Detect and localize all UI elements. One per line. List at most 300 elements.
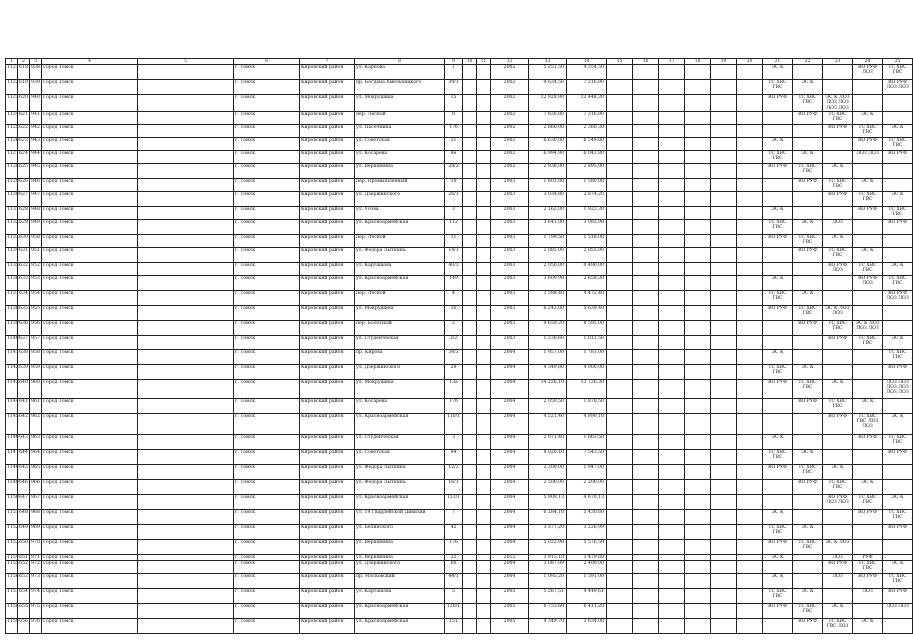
cell-v2: 7 543,50 [567,449,607,464]
empty-cell [685,379,711,398]
cell-a: 636 [18,320,30,335]
empty-cell [737,234,763,247]
cell-c25 [883,163,913,178]
cell-a: 623 [18,137,30,150]
cell-district: Кировский район [300,589,355,604]
empty-cell [463,449,477,464]
empty-cell [463,619,477,634]
cell-c23: ЭС К ЛОЗ ЛОЗ [823,305,853,320]
cell-c22 [793,494,823,509]
empty-cell [463,178,477,191]
cell-n: 1128 [6,163,18,178]
cell-c21 [763,398,793,413]
cell-c21: ВО РУФ [763,95,793,112]
cell-district: Кировский район [300,191,355,206]
cell-v1: 5 251,50 [529,65,567,80]
cell-c22 [793,65,823,80]
empty-cell [659,150,685,163]
empty-cell [737,574,763,589]
table-row [6,619,913,634]
cell-v2: 2 055,00 [567,247,607,262]
cell-year: 2004 [491,479,529,494]
cell-c21 [763,191,793,206]
empty-cell [737,413,763,434]
cell-c22: ЭС К [793,589,823,604]
cell-c23 [823,290,853,305]
cell-c25: ЛОЗ ЛОЗ ЛОЗ ЛОЗ ЛОЗ ЛОЗ [883,379,913,398]
empty-cell [685,494,711,509]
cell-c25 [883,247,913,262]
cell-v2: 5 430,60 [567,509,607,524]
spreadsheet-page [5,58,909,634]
cell-city: г. Томск [234,262,300,275]
empty-cell [477,163,491,178]
cell-street: ул. Дзержинского [355,364,445,379]
empty-cell [463,275,477,290]
empty-cell [659,206,685,219]
cell-a: 647 [18,494,30,509]
cell-b: 961 [30,398,42,413]
cell-n: 1125 [6,124,18,137]
cell-street: пер. Лесной [355,290,445,305]
cell-year: 2004 [491,524,529,539]
cell-year: 2003 [491,219,529,234]
empty-cell [138,364,234,379]
empty-cell [138,124,234,137]
empty-cell [685,349,711,364]
cell-c21 [763,479,793,494]
cell-district: Кировский район [300,111,355,124]
empty-cell [477,574,491,589]
cell-city: г. Томск [234,335,300,349]
cell-c23 [823,275,853,290]
empty-cell [138,449,234,464]
cell-c24: ТС ХВС ГВС [853,335,883,349]
cell-v2: 0 490,00 [567,262,607,275]
cell-b: 953 [30,275,42,290]
cell-street: ул. Мокрушина [355,95,445,112]
cell-c23: ТС ХВС ГВС [823,398,853,413]
column-number-cell: 22 [793,59,823,65]
cell-house: 13а [445,379,463,398]
cell-city: г. Томск [234,191,300,206]
empty-cell [685,619,711,634]
cell-street: ул. Вершинина [355,554,445,560]
cell-n: 1149 [6,479,18,494]
empty-cell [711,290,737,305]
empty-cell [463,434,477,449]
cell-a: 655 [18,604,30,619]
cell-n: 1152 [6,524,18,539]
cell-b: 946 [30,178,42,191]
cell-c25 [883,539,913,554]
empty-cell [737,479,763,494]
cell-year: 2005 [491,604,529,619]
cell-v2: 4 449,61 [567,589,607,604]
cell-c21: ТС ХВС ГВС [763,290,793,305]
cell-v1: 4 349,70 [529,619,567,634]
empty-cell [685,234,711,247]
cell-a: 634 [18,290,30,305]
empty-cell [685,262,711,275]
cell-v2: 4 000,00 [567,364,607,379]
empty-cell [463,65,477,80]
cell-c22: ТС ХВС ГВС [793,604,823,619]
cell-city: г. Томск [234,398,300,413]
empty-cell [138,561,234,574]
empty-cell [138,137,234,150]
empty-cell [685,111,711,124]
empty-cell [711,589,737,604]
empty-cell [711,275,737,290]
cell-c25: ВО РУФ [883,219,913,234]
cell-house: 1 [445,65,463,80]
empty-cell [659,379,685,398]
cell-n: 1158 [6,604,18,619]
cell-c22 [793,561,823,574]
empty-cell [477,604,491,619]
table-row [6,449,913,464]
empty-cell [607,379,633,398]
empty-cell [685,464,711,479]
empty-cell [463,413,477,434]
table-body [6,59,913,634]
table-row [6,206,913,219]
empty-cell [711,65,737,80]
empty-cell [477,413,491,434]
empty-cell [659,479,685,494]
empty-cell [138,434,234,449]
empty-cell [737,364,763,379]
empty-cell [463,247,477,262]
empty-cell [463,219,477,234]
empty-cell [138,305,234,320]
cell-place: Город Томск [42,554,138,560]
cell-v2: 12 448,30 [567,95,607,112]
empty-cell [607,524,633,539]
cell-c22 [793,349,823,364]
empty-cell [685,219,711,234]
cell-place: Город Томск [42,561,138,574]
cell-place: Город Томск [42,234,138,247]
cell-year: 2004 [491,509,529,524]
cell-house: 39/1 [445,80,463,95]
empty-cell [463,574,477,589]
cell-district: Кировский район [300,234,355,247]
empty-cell [737,561,763,574]
empty-cell [659,539,685,554]
cell-c24 [853,604,883,619]
column-number-cell: 1 [6,59,18,65]
cell-house: 16 [445,305,463,320]
column-number-cell: 7 [300,59,355,65]
table-row [6,379,913,398]
empty-cell [138,349,234,364]
cell-house: 151 [445,619,463,634]
empty-cell [477,434,491,449]
cell-place: Город Томск [42,275,138,290]
cell-c23: ВО РУФ [823,191,853,206]
cell-city: г. Томск [234,290,300,305]
cell-house: 84 [445,449,463,464]
cell-c22: ВО РУФ [793,320,823,335]
cell-a: 625 [18,163,30,178]
cell-c23: ВО РУФ ЛОЗ [823,262,853,275]
cell-year: 2002 [491,150,529,163]
cell-v1: 5 267,51 [529,589,567,604]
cell-c25 [883,305,913,320]
cell-c22: ВО РУФ [793,111,823,124]
empty-cell [633,206,659,219]
cell-c24: ТС ХВС ГВС [853,124,883,137]
empty-cell [138,275,234,290]
cell-a: 632 [18,262,30,275]
cell-street: ул. Дзержинского [355,561,445,574]
cell-district: Кировский район [300,95,355,112]
cell-b: 976 [30,619,42,634]
cell-c23 [823,589,853,604]
cell-district: Кировский район [300,413,355,434]
cell-district: Кировский район [300,124,355,137]
cell-c25 [883,398,913,413]
cell-year: 2002 [491,95,529,112]
cell-c25: ТС ХВС ГВС [883,137,913,150]
cell-district: Кировский район [300,150,355,163]
empty-cell [633,524,659,539]
cell-n: 1132 [6,219,18,234]
empty-cell [659,364,685,379]
table-row [6,80,913,95]
cell-c23: ТС ХВС ГВС [823,178,853,191]
empty-cell [477,320,491,335]
cell-year: 2004 [491,561,529,574]
cell-b: 939 [30,80,42,95]
column-number-cell: 14 [567,59,607,65]
empty-cell [633,80,659,95]
empty-cell [659,464,685,479]
cell-c23: ТС ХВС ГВС [823,320,853,335]
cell-c23: ЭС К [823,604,853,619]
cell-v1: 3 913,10 [529,554,567,560]
cell-v2: 1 870,50 [567,398,607,413]
empty-cell [607,464,633,479]
empty-cell [737,305,763,320]
empty-cell [633,379,659,398]
empty-cell [685,539,711,554]
cell-c25: ТС ХВС ГВС [883,349,913,364]
cell-b: 938 [30,65,42,80]
cell-n: 1121 [6,65,18,80]
cell-year: 2004 [491,449,529,464]
cell-place: Город Томск [42,619,138,634]
cell-a: 649 [18,524,30,539]
empty-cell [633,589,659,604]
cell-district: Кировский район [300,364,355,379]
cell-c21: ЭС К [763,275,793,290]
cell-v2: 1 947,00 [567,464,607,479]
column-number-cell: 8 [355,59,445,65]
empty-cell [711,191,737,206]
cell-street: пер. Лесной [355,234,445,247]
cell-c24: РУФ [853,554,883,560]
cell-v2: 2 400,00 [567,561,607,574]
cell-c24: ВО РУФ [853,574,883,589]
cell-c21: ВО РУФ [763,604,793,619]
cell-district: Кировский район [300,434,355,449]
cell-district: Кировский район [300,574,355,589]
empty-cell [463,539,477,554]
cell-a: 622 [18,124,30,137]
cell-c24: ТС ХВС ГВС [853,561,883,574]
empty-cell [607,80,633,95]
cell-house: 3 [445,434,463,449]
cell-c25: ЭС К [883,561,913,574]
empty-cell [138,509,234,524]
cell-street: ул. Вершинина [355,163,445,178]
empty-cell [463,124,477,137]
cell-c21: ТС ХВС ГВС [763,364,793,379]
cell-v1: 5 022,90 [529,539,567,554]
cell-c21: ТС ХВС ГВС [763,80,793,95]
empty-cell [659,124,685,137]
cell-c24: ЭС К ЛОЗ ЛОЗ ЛОЗ [853,320,883,335]
empty-cell [463,320,477,335]
cell-a: 624 [18,150,30,163]
cell-district: Кировский район [300,398,355,413]
cell-n: 1122 [6,80,18,95]
empty-cell [138,398,234,413]
cell-c22: ВО РУФ [793,398,823,413]
cell-c22: ВО РУФ [793,247,823,262]
cell-city: г. Томск [234,275,300,290]
cell-c23 [823,524,853,539]
empty-cell [685,95,711,112]
empty-cell [685,524,711,539]
empty-cell [711,234,737,247]
cell-v1: 1 799,50 [529,234,567,247]
cell-v1: 2 050,00 [529,262,567,275]
cell-c21: ТС ХВС ГВС [763,219,793,234]
cell-c25: ВО РУФ [883,589,913,604]
cell-year: 2003 [491,320,529,335]
empty-cell [711,111,737,124]
cell-street: ул. Федора Лыткина [355,247,445,262]
cell-house: 15 [445,95,463,112]
cell-v2: 5 576,50 [567,539,607,554]
cell-v1: 8 020,10 [529,449,567,464]
cell-v1: 2 162,00 [529,206,567,219]
cell-n: 1145 [6,413,18,434]
cell-n: 1138 [6,305,18,320]
cell-b: 973 [30,574,42,589]
cell-street: ул. Красноармейская [355,275,445,290]
cell-c25: ЭС К [883,124,913,137]
cell-district: Кировский район [300,561,355,574]
cell-v2: 2 895,00 [567,163,607,178]
empty-cell [477,65,491,80]
empty-cell [607,124,633,137]
cell-district: Кировский район [300,604,355,619]
empty-cell [685,65,711,80]
empty-cell [633,247,659,262]
empty-cell [607,262,633,275]
cell-b: 954 [30,290,42,305]
cell-c25: ЭС К [883,413,913,434]
empty-cell [138,150,234,163]
column-number-cell: 23 [823,59,853,65]
cell-c21 [763,413,793,434]
empty-cell [477,95,491,112]
cell-district: Кировский район [300,449,355,464]
empty-cell [138,163,234,178]
empty-cell [138,479,234,494]
cell-n: 1134 [6,247,18,262]
cell-house: 22 [445,554,463,560]
cell-place: Город Томск [42,539,138,554]
cell-v2: 4 472,40 [567,290,607,305]
empty-cell [633,604,659,619]
cell-a: 619 [18,80,30,95]
cell-n: 1157 [6,589,18,604]
empty-cell [685,413,711,434]
cell-place: Город Томск [42,434,138,449]
cell-v2: 8 595,00 [567,320,607,335]
cell-c21: ЭС К [763,574,793,589]
cell-a: 627 [18,191,30,206]
empty-cell [633,163,659,178]
cell-c21: ВО РУФ [763,234,793,247]
cell-house: 16/1 [445,479,463,494]
cell-c24 [853,364,883,379]
cell-v2: 1 011,50 [567,335,607,349]
empty-cell [737,464,763,479]
table-row [6,124,913,137]
cell-year: 2003 [491,234,529,247]
cell-c24: ЭС К [853,398,883,413]
cell-year: 2004 [491,413,529,434]
cell-n: 1148 [6,464,18,479]
empty-cell [607,247,633,262]
empty-cell [463,80,477,95]
cell-place: Город Томск [42,379,138,398]
column-number-cell: 16 [633,59,659,65]
cell-c23 [823,137,853,150]
cell-n: 1142 [6,364,18,379]
cell-c25: ВО РУФ ЛОЗ ЛОЗ [883,80,913,95]
cell-c24 [853,290,883,305]
cell-c22: ЭС К [793,449,823,464]
empty-cell [607,320,633,335]
cell-c24: ЭС К [853,111,883,124]
empty-cell [737,349,763,364]
cell-city: г. Томск [234,509,300,524]
empty-cell [607,479,633,494]
cell-c23: ЭС К [823,379,853,398]
empty-cell [633,65,659,80]
empty-cell [477,449,491,464]
cell-street: ул. Усова [355,206,445,219]
cell-a: 642 [18,413,30,434]
cell-c23: ЛОЗ [823,554,853,560]
cell-v2: 1 518,00 [567,234,607,247]
cell-c25: ТС ХВС ГВС [883,509,913,524]
cell-place: Город Томск [42,206,138,219]
cell-street: пр. Кирова [355,349,445,364]
cell-place: Город Томск [42,305,138,320]
empty-cell [711,619,737,634]
table-row [6,247,913,262]
cell-house: 14/1 [445,247,463,262]
